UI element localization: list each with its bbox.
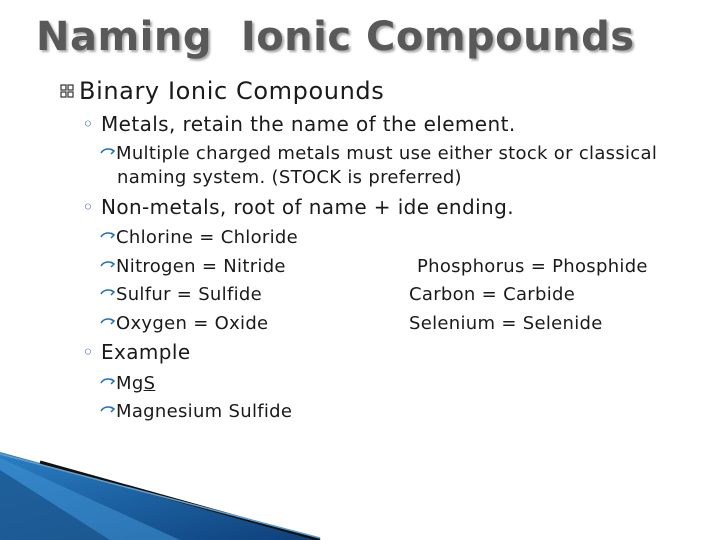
example-phosphorus: Phosphorus = Phosphide	[417, 256, 648, 277]
example-nitrogen: Nitrogen = Nitride	[100, 256, 286, 277]
bullet-binary-ionic: Binary Ionic Compounds	[79, 77, 385, 105]
bullet-nonmetals	[82, 195, 514, 219]
example-chlorine: Chlorine = Chloride	[100, 227, 298, 248]
bullet-example	[82, 340, 191, 364]
arrow-bullet-icon	[100, 284, 116, 305]
metals-note-line1: Multiple charged metals must use either stock or classical	[116, 143, 658, 164]
metals-text: Metals, retain the name of the element.	[100, 112, 516, 136]
example-sulfur: Sulfur = Sulfide	[100, 284, 262, 305]
bullet-metals-note	[100, 143, 657, 164]
circle-bullet-icon: ◦	[82, 112, 95, 136]
square-bullet-icon	[60, 84, 74, 98]
circle-bullet-icon: ◦	[82, 340, 95, 364]
example-heading: Example	[100, 340, 191, 364]
formula-cation: Mg	[116, 373, 144, 394]
arrow-bullet-icon	[100, 227, 116, 248]
decorative-wave	[0, 440, 720, 540]
arrow-bullet-icon	[100, 256, 116, 277]
arrow-bullet-icon	[100, 313, 116, 334]
example-carbon: Carbon = Carbide	[409, 284, 576, 305]
bullet-metals	[82, 112, 516, 136]
example-oxygen: Oxygen = Oxide	[100, 313, 268, 334]
formula-anion: S	[143, 373, 156, 394]
example-selenium: Selenium = Selenide	[409, 313, 603, 334]
example-name: Magnesium Sulfide	[100, 401, 292, 422]
arrow-bullet-icon	[100, 373, 116, 394]
circle-bullet-icon: ◦	[82, 195, 95, 219]
arrow-bullet-icon	[100, 401, 116, 422]
example-formula	[100, 373, 155, 394]
arrow-bullet-icon	[100, 143, 116, 164]
slide-title: Naming Ionic Compounds	[36, 14, 635, 60]
metals-note-line2: naming system. (STOCK is preferred)	[117, 167, 462, 188]
nonmetals-text: Non-metals, root of name + ide ending.	[100, 195, 514, 219]
